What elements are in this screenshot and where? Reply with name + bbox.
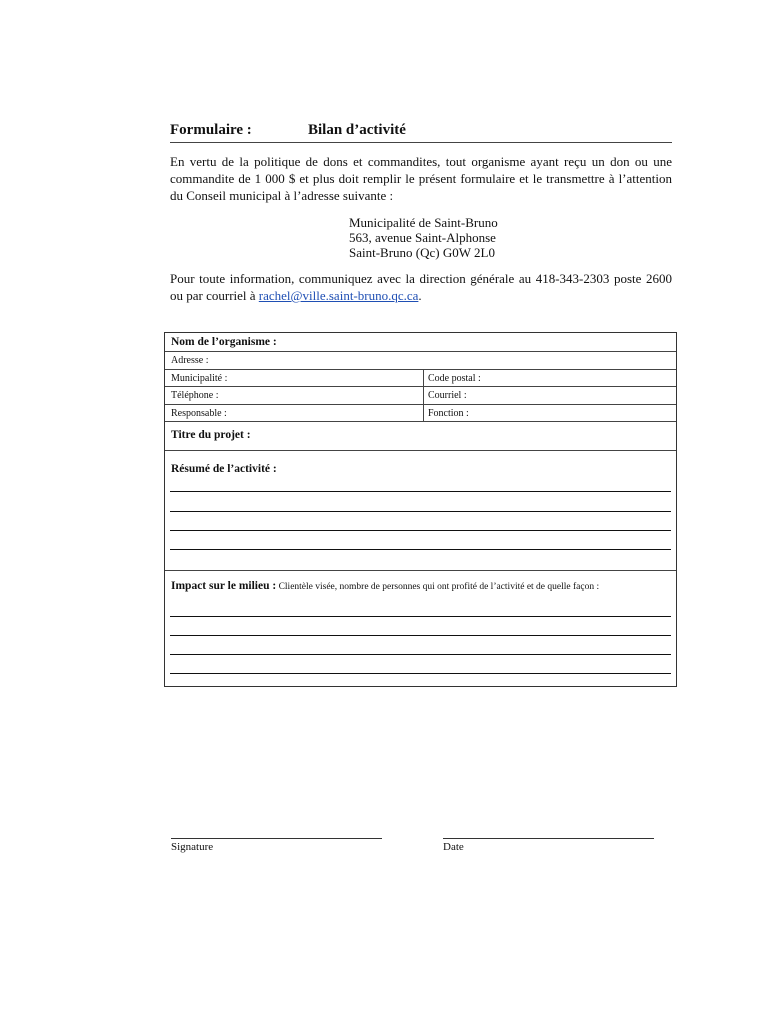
field-postal-code[interactable]: Code postal :	[428, 373, 481, 384]
page-title: Bilan d’activité	[308, 122, 406, 138]
impact-writing-line[interactable]	[170, 673, 671, 674]
field-impact[interactable]	[171, 580, 671, 593]
impact-hint: Clientèle visée, nombre de personnes qui ont profité de l’activité et de quelle façon :	[278, 582, 600, 592]
field-function[interactable]: Fonction :	[428, 408, 469, 419]
field-responsible[interactable]: Responsable :	[171, 408, 227, 419]
row-divider	[165, 404, 676, 405]
contact-text: Pour toute information, communiquez avec la direction générale au 418-343-2303 poste 2600 ou par courriel à	[170, 271, 672, 303]
address-line-1: Municipalité de Saint-Bruno	[349, 215, 498, 230]
row-divider	[165, 386, 676, 387]
mailing-address	[349, 215, 498, 260]
field-activity-summary[interactable]: Résumé de l’activité :	[171, 463, 277, 475]
address-line-2: 563, avenue Saint-Alphonse	[349, 230, 496, 245]
summary-writing-line[interactable]	[170, 530, 671, 531]
row-divider	[165, 421, 676, 422]
activity-report-form	[164, 332, 677, 687]
contact-paragraph	[170, 270, 672, 304]
row-divider	[165, 570, 676, 571]
date-label: Date	[443, 841, 464, 853]
row-divider	[165, 450, 676, 451]
row-divider	[165, 351, 676, 352]
signature-line[interactable]	[171, 838, 382, 839]
column-divider	[423, 369, 424, 421]
email-link[interactable]: rachel@ville.saint-bruno.qc.ca	[258, 288, 419, 303]
field-address[interactable]: Adresse :	[171, 355, 209, 366]
address-line-3: Saint-Bruno (Qc) G0W 2L0	[349, 245, 495, 260]
summary-writing-line[interactable]	[170, 511, 671, 512]
heading-label: Formulaire :	[170, 122, 252, 138]
field-phone[interactable]: Téléphone :	[171, 390, 219, 401]
impact-writing-line[interactable]	[170, 616, 671, 617]
contact-text-end: .	[418, 288, 422, 303]
field-project-title[interactable]: Titre du projet :	[171, 429, 251, 441]
field-organization-name[interactable]: Nom de l’organisme :	[171, 336, 277, 348]
summary-writing-line[interactable]	[170, 549, 671, 550]
field-email[interactable]: Courriel :	[428, 390, 467, 401]
impact-writing-line[interactable]	[170, 635, 671, 636]
summary-writing-line[interactable]	[170, 491, 671, 492]
impact-label: Impact sur le milieu :	[171, 580, 277, 592]
date-line[interactable]	[443, 838, 654, 839]
intro-paragraph: En vertu de la politique de dons et commandites, tout organisme ayant reçu un don ou une commandite de 1 000 $ et plus doit remplir le présent formulaire et le transmettre à l’attention du Conseil municipal à l’adresse suivante :	[170, 154, 672, 203]
form-heading	[170, 122, 672, 143]
row-divider	[165, 369, 676, 370]
impact-writing-line[interactable]	[170, 654, 671, 655]
signature-label: Signature	[171, 841, 214, 853]
field-municipality[interactable]: Municipalité :	[171, 373, 228, 384]
